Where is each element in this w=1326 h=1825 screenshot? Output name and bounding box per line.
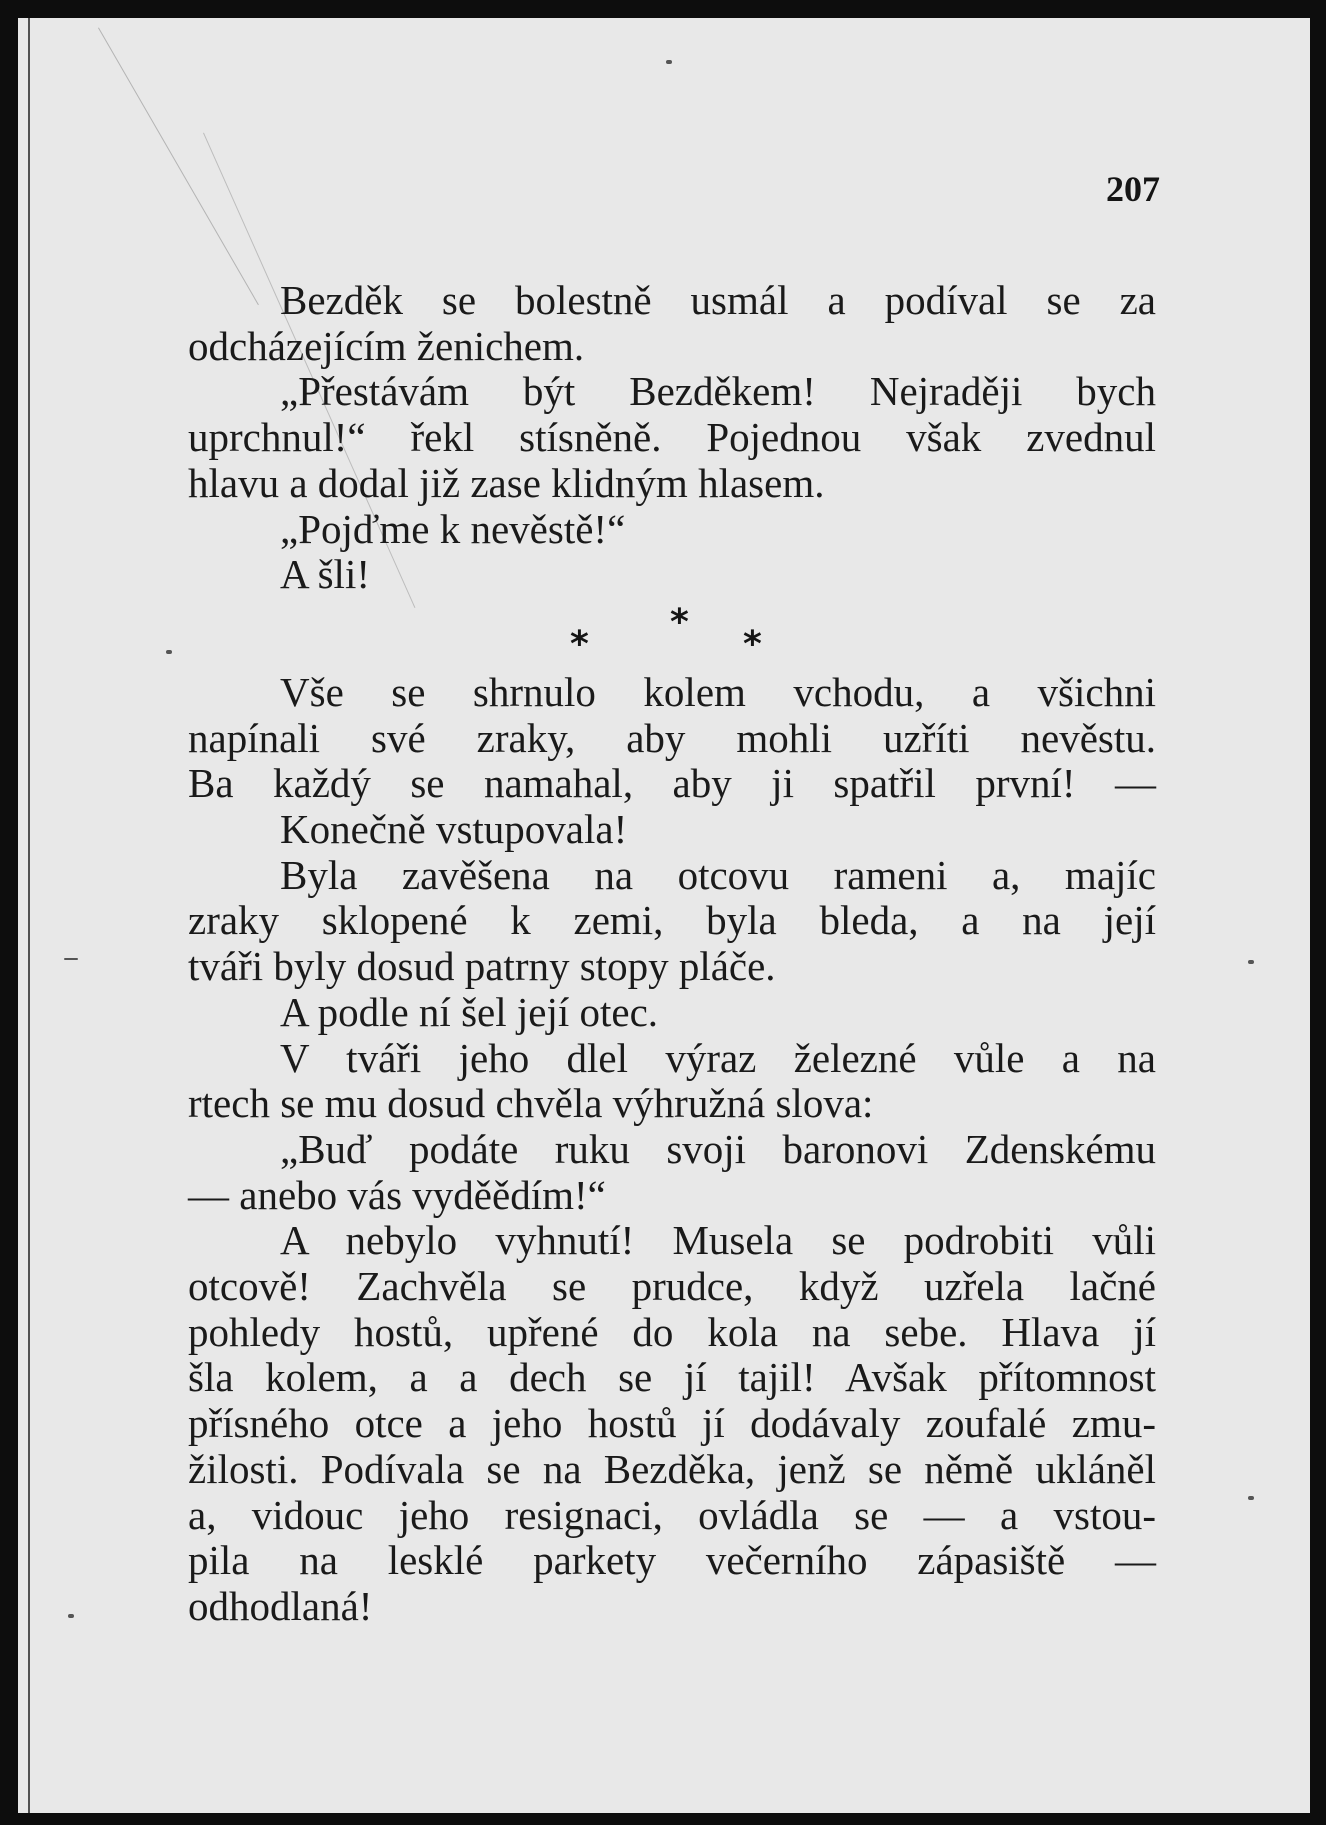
- paper-speck: [68, 1614, 74, 1618]
- text-line: Ba každý se namahal, aby ji spatřil první! —: [188, 760, 1156, 807]
- text-line: Bezděk se bolestně usmál a podíval se za: [280, 277, 1156, 323]
- text-line: odcházejícím ženichem.: [188, 322, 585, 369]
- text-line: přísného otce a jeho hostů jí dodávaly zoufalé zmu-: [188, 1400, 1156, 1447]
- text-line: otcově! Zachvěla se prudce, když uzřela lačné: [188, 1263, 1156, 1310]
- page-body: [188, 278, 1156, 1630]
- text-line: a, vidouc jeho resignaci, ovládla se — a vstou-: [188, 1491, 1156, 1538]
- text-block-after-break: [188, 670, 1156, 1630]
- page-number: 207: [1106, 169, 1160, 209]
- paper-speck: [1248, 1496, 1254, 1500]
- text-block-before-break: [188, 278, 1156, 598]
- text-line: napínali své zraky, aby mohli uzříti nevěstu.: [188, 714, 1156, 761]
- text-line: hlavu a dodal již zase klidným hlasem.: [188, 459, 825, 506]
- asterisk-mark: *: [570, 623, 589, 665]
- text-line: uprchnul!“ řekl stísněně. Pojednou však zvednul: [188, 414, 1156, 461]
- text-line: tváři byly dosud patrny stopy pláče.: [188, 943, 776, 990]
- text-line: Konečně vstupovala!: [280, 806, 628, 853]
- text-line: pila na lesklé parkety večerního zápasiště —: [188, 1537, 1156, 1584]
- text-line: odhodlaná!: [188, 1582, 373, 1629]
- text-line: rtech se mu dosud chvěla výhružná slova:: [188, 1080, 874, 1127]
- text-line: A nebylo vyhnutí! Musela se podrobiti vůli: [280, 1217, 1156, 1264]
- text-line: Vše se shrnulo kolem vchodu, a všichni: [280, 668, 1156, 715]
- text-line: V tváři jeho dlel výraz železné vůle a na: [280, 1034, 1156, 1081]
- section-break: [188, 598, 1156, 670]
- paper-crease: [98, 28, 259, 306]
- asterisk-mark: *: [670, 601, 689, 643]
- text-line: „Přestávám být Bezděkem! Nejraději bych: [280, 368, 1156, 415]
- text-line: šla kolem, a a dech se jí tajil! Avšak přítomnost: [188, 1354, 1156, 1401]
- asterisk-mark: *: [743, 623, 762, 665]
- text-line: žilosti. Podívala se na Bezděka, jenž se němě ukláněl: [188, 1445, 1156, 1492]
- text-line: „Buď podáte ruku svoji baronovi Zdenskému: [280, 1125, 1156, 1172]
- text-line: Byla zavěšena na otcovu rameni a, majíc: [280, 851, 1156, 898]
- paper-speck: [1248, 960, 1254, 964]
- text-line: A podle ní šel její otec.: [280, 988, 659, 1035]
- text-line: A šli!: [280, 551, 370, 598]
- paper-speck: [64, 958, 78, 960]
- paper-speck: [166, 650, 172, 654]
- text-line: zraky sklopené k zemi, byla bleda, a na její: [188, 897, 1156, 944]
- paper-speck: [666, 60, 672, 64]
- page-fold-line: [28, 18, 30, 1813]
- book-page: [18, 18, 1310, 1813]
- text-line: pohledy hostů, upřené do kola na sebe. Hlava jí: [188, 1308, 1156, 1355]
- text-line: — anebo vás vyděědím!“: [188, 1171, 606, 1218]
- text-line: „Pojďme k nevěstě!“: [280, 505, 626, 552]
